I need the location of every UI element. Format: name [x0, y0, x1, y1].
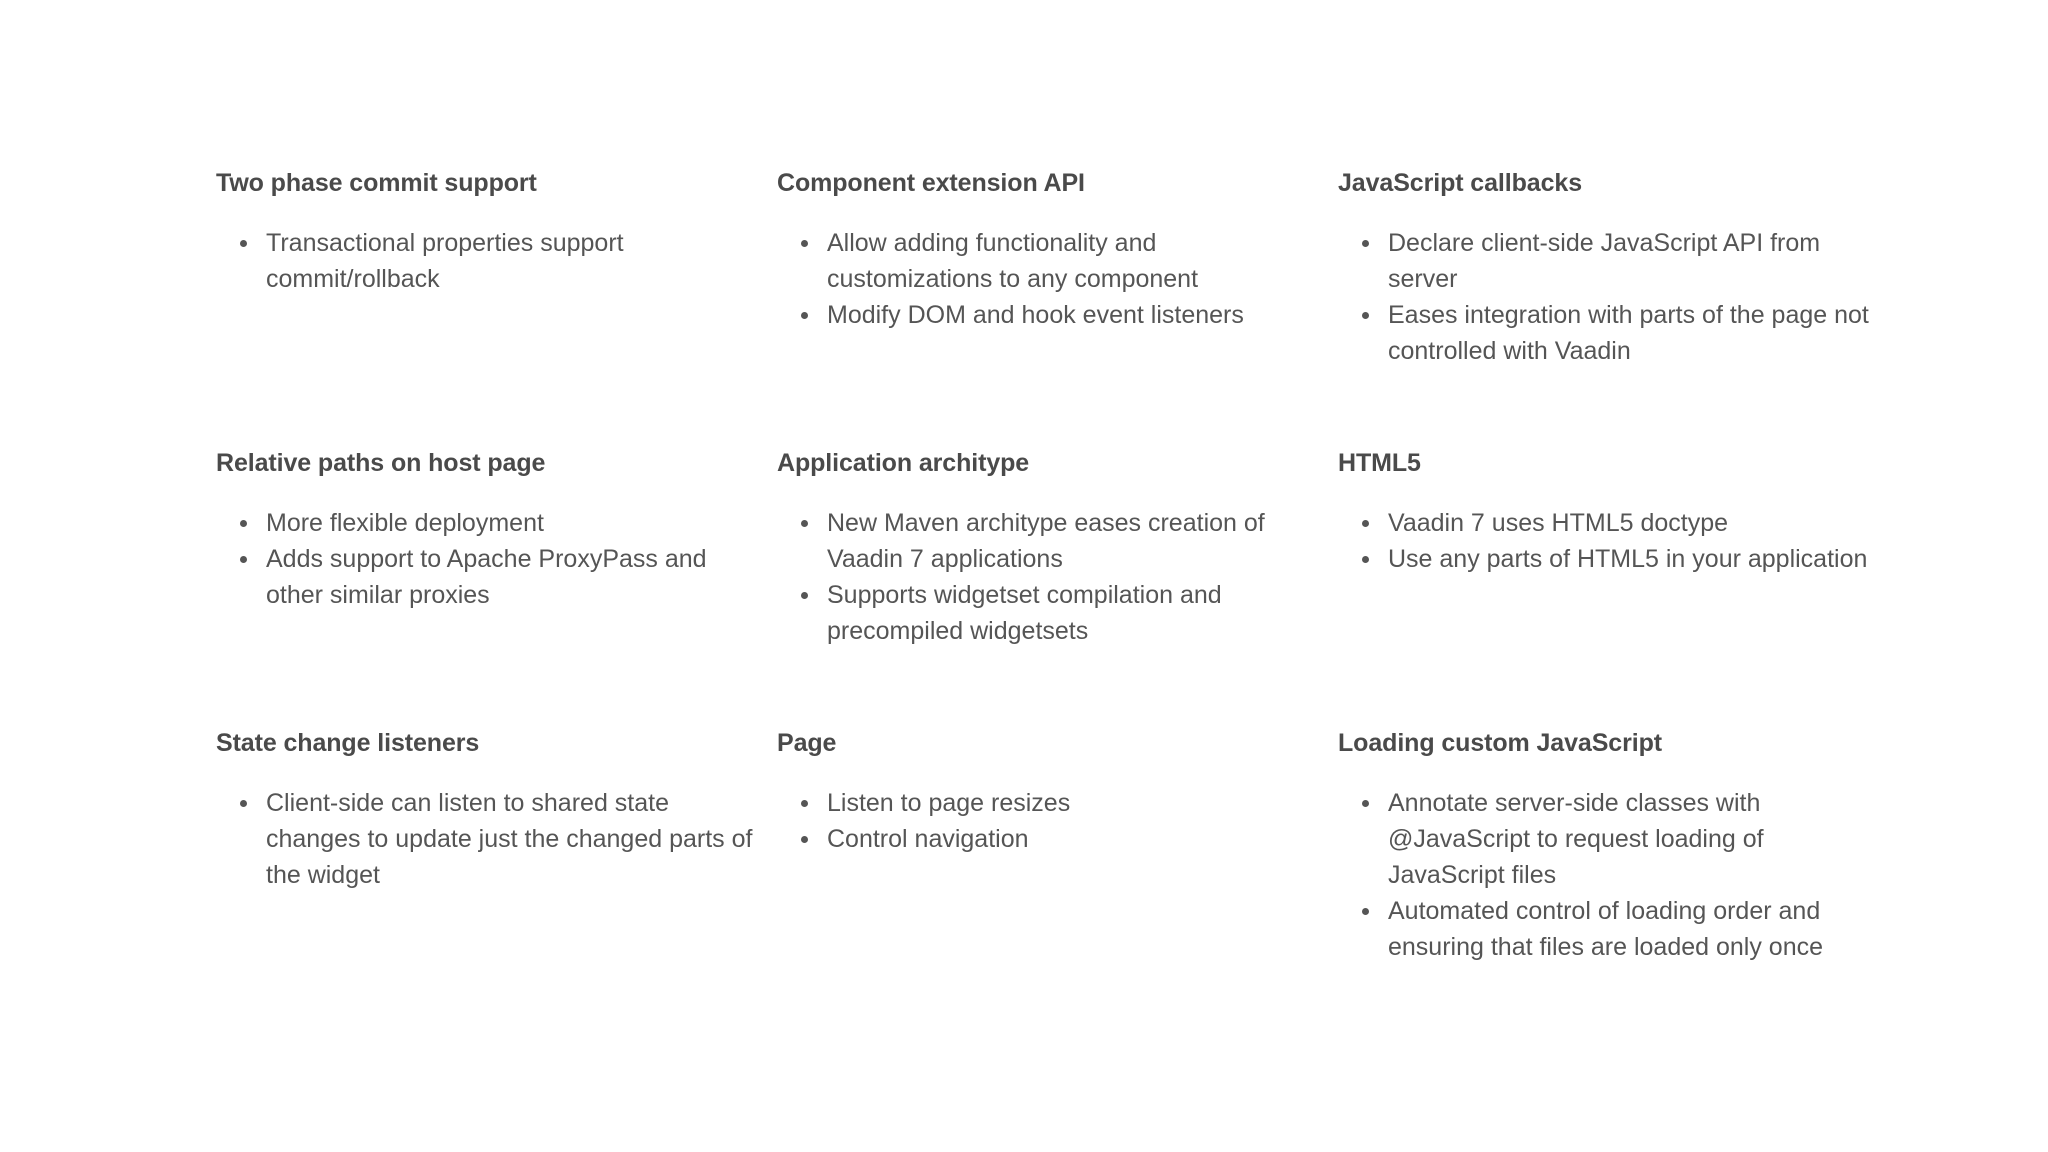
feature-bullet-list [216, 785, 777, 893]
feature-title: Relative paths on host page [216, 449, 546, 477]
feature-title: Loading custom JavaScript [1338, 729, 1662, 757]
list-item-text: Supports widgetset compilation and precompiled widgetsets [827, 581, 1222, 645]
list-item [216, 225, 777, 297]
feature-title: Application architype [777, 449, 1030, 477]
list-item [1338, 505, 1896, 541]
feature-bullet-list [1338, 785, 1896, 965]
bullet-icon [240, 520, 247, 527]
feature-page [777, 725, 1338, 1025]
list-item [777, 225, 1338, 297]
feature-relative-paths [216, 445, 777, 725]
list-item [777, 821, 1338, 857]
feature-bullet-list [1338, 225, 1896, 369]
list-item [216, 505, 777, 541]
list-item [777, 577, 1338, 649]
bullet-icon [240, 556, 247, 563]
feature-bullet-list [216, 225, 777, 297]
list-item [1338, 785, 1896, 893]
feature-title: Page [777, 729, 837, 757]
list-item-text: Eases integration with parts of the page not controlled with Vaadin [1388, 301, 1869, 365]
bullet-icon [1362, 556, 1369, 563]
bullet-icon [240, 800, 247, 807]
list-item-text: New Maven architype eases creation of Vaadin 7 applications [827, 509, 1265, 573]
bullet-icon [801, 312, 808, 319]
bullet-icon [801, 800, 808, 807]
list-item [777, 505, 1338, 577]
list-item [777, 297, 1338, 333]
list-item-text: Client-side can listen to shared state changes to update just the changed parts of the widget [266, 789, 753, 889]
list-item-text: Control navigation [827, 825, 1029, 853]
feature-title: HTML5 [1338, 449, 1421, 477]
list-item-text: Transactional properties support commit/rollback [266, 229, 624, 293]
feature-component-extension-api [777, 165, 1338, 445]
list-item [777, 785, 1338, 821]
bullet-icon [801, 836, 808, 843]
list-item-text: Adds support to Apache ProxyPass and other similar proxies [266, 545, 707, 609]
feature-two-phase-commit [216, 165, 777, 445]
feature-title: Component extension API [777, 169, 1085, 197]
list-item [216, 785, 777, 893]
bullet-icon [1362, 520, 1369, 527]
feature-javascript-callbacks [1338, 165, 1896, 445]
list-item [1338, 893, 1896, 965]
feature-title: JavaScript callbacks [1338, 169, 1582, 197]
bullet-icon [240, 240, 247, 247]
list-item-text: More flexible deployment [266, 509, 544, 537]
bullet-icon [801, 240, 808, 247]
list-item-text: Automated control of loading order and ensuring that files are loaded only once [1388, 897, 1824, 961]
list-item-text: Listen to page resizes [827, 789, 1071, 817]
bullet-icon [1362, 908, 1369, 915]
list-item-text: Modify DOM and hook event listeners [827, 301, 1244, 329]
list-item-text: Use any parts of HTML5 in your application [1388, 545, 1868, 573]
bullet-icon [1362, 800, 1369, 807]
bullet-icon [801, 520, 808, 527]
list-item-text: Allow adding functionality and customizations to any component [827, 229, 1199, 293]
feature-bullet-list [1338, 505, 1896, 577]
feature-state-change-listeners [216, 725, 777, 1025]
feature-application-architype [777, 445, 1338, 725]
feature-loading-custom-javascript [1338, 725, 1896, 1025]
feature-bullet-list [777, 225, 1338, 333]
list-item [1338, 297, 1896, 369]
list-item-text: Vaadin 7 uses HTML5 doctype [1388, 509, 1729, 537]
feature-html5 [1338, 445, 1896, 725]
feature-title: Two phase commit support [216, 169, 537, 197]
feature-title: State change listeners [216, 729, 480, 757]
list-item [1338, 541, 1896, 577]
feature-bullet-list [777, 785, 1338, 857]
feature-bullet-list [777, 505, 1338, 649]
feature-bullet-list [216, 505, 777, 613]
bullet-icon [1362, 240, 1369, 247]
bullet-icon [801, 592, 808, 599]
list-item-text: Annotate server-side classes with @JavaScript to request loading of JavaScript files [1388, 789, 1764, 889]
list-item [216, 541, 777, 613]
bullet-icon [1362, 312, 1369, 319]
feature-grid [216, 165, 1896, 1025]
list-item [1338, 225, 1896, 297]
list-item-text: Declare client-side JavaScript API from server [1388, 229, 1821, 293]
